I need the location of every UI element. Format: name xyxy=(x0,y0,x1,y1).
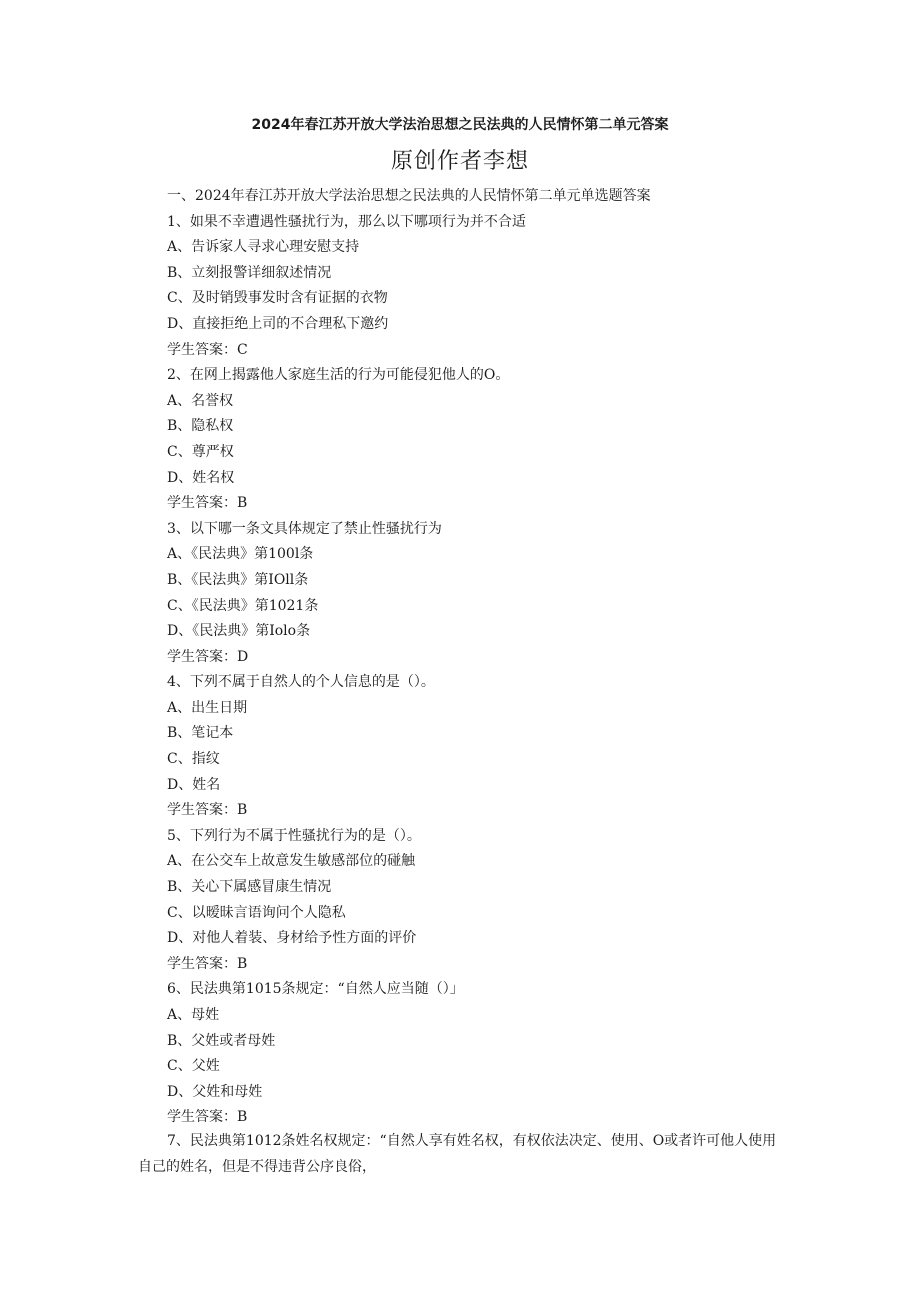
option: B、关心下属感冒康生情况 xyxy=(167,879,332,896)
option: C、父姓 xyxy=(167,1058,220,1075)
question-7-paragraph: 7、民法典第1012条姓名权规定：“自然人享有姓名权，有权依法决定、使用、O或者许可他人使用自己的姓名，但是不得违背公序良俗， xyxy=(138,1133,777,1175)
student-answer: 学生答案：C xyxy=(167,341,248,358)
option: B、立刻报警详细叙述情况 xyxy=(167,264,332,281)
option: C、《民法典》第1021条 xyxy=(167,597,319,614)
option: A、名誉权 xyxy=(167,392,234,409)
option: B、隐私权 xyxy=(167,418,234,435)
option: B、父姓或者母姓 xyxy=(167,1032,276,1049)
question-stem: 1、如果不幸遭遇性骚扰行为，那么以下哪项行为并不合适 xyxy=(167,213,526,230)
question-stem: 6、民法典第1015条规定：“自然人应当随（）」 xyxy=(167,981,464,998)
option: D、姓名 xyxy=(167,776,221,793)
option: D、对他人着装、身材给予性方面的评价 xyxy=(167,930,417,947)
document-subtitle: 原创作者李想 xyxy=(390,149,529,174)
question-stem: 2、在网上揭露他人家庭生活的行为可能侵犯他人的O。 xyxy=(167,367,510,384)
document-body xyxy=(167,184,787,1131)
option: A、出生日期 xyxy=(167,699,248,716)
option: A、母姓 xyxy=(167,1007,220,1023)
option: A、在公交车上故意发生敏感部位的碰触 xyxy=(167,853,416,870)
option: C、尊严权 xyxy=(167,443,234,460)
section-heading: 一、2024年春江苏开放大学法治思想之民法典的人民情怀第二单元单选题答案 xyxy=(167,188,651,204)
option: D、姓名权 xyxy=(167,469,235,486)
option: A、告诉家人寻求心理安慰支持 xyxy=(167,239,360,256)
student-answer: 学生答案：B xyxy=(167,802,248,819)
option: B、笔记本 xyxy=(167,725,234,742)
option: C、及时销毁事发时含有证据的衣物 xyxy=(167,290,388,307)
document-title: 2024年春江苏开放大学法治思想之民法典的人民情怀第二单元答案 xyxy=(251,117,669,133)
option: D、父姓和母姓 xyxy=(167,1083,263,1100)
option: D、直接拒绝上司的不合理私下邀约 xyxy=(167,315,389,332)
option: D、《民法典》第Iolo条 xyxy=(167,623,311,640)
student-answer: 学生答案：B xyxy=(167,1109,248,1126)
question-stem: 4、下列不属于自然人的个人信息的是（）。 xyxy=(167,674,435,691)
student-answer: 学生答案：D xyxy=(167,648,249,665)
question-stem: 5、下列行为不属于性骚扰行为的是（）。 xyxy=(167,827,421,844)
option: C、指纹 xyxy=(167,751,220,768)
option: A、《民法典》第100l条 xyxy=(167,546,314,563)
student-answer: 学生答案：B xyxy=(167,495,248,512)
student-answer: 学生答案：B xyxy=(167,955,248,972)
option: C、以暧昧言语询问个人隐私 xyxy=(167,904,346,921)
option: B、《民法典》第IOll条 xyxy=(167,571,309,588)
question-stem: 3、以下哪一条文具体规定了禁止性骚扰行为 xyxy=(167,520,442,537)
